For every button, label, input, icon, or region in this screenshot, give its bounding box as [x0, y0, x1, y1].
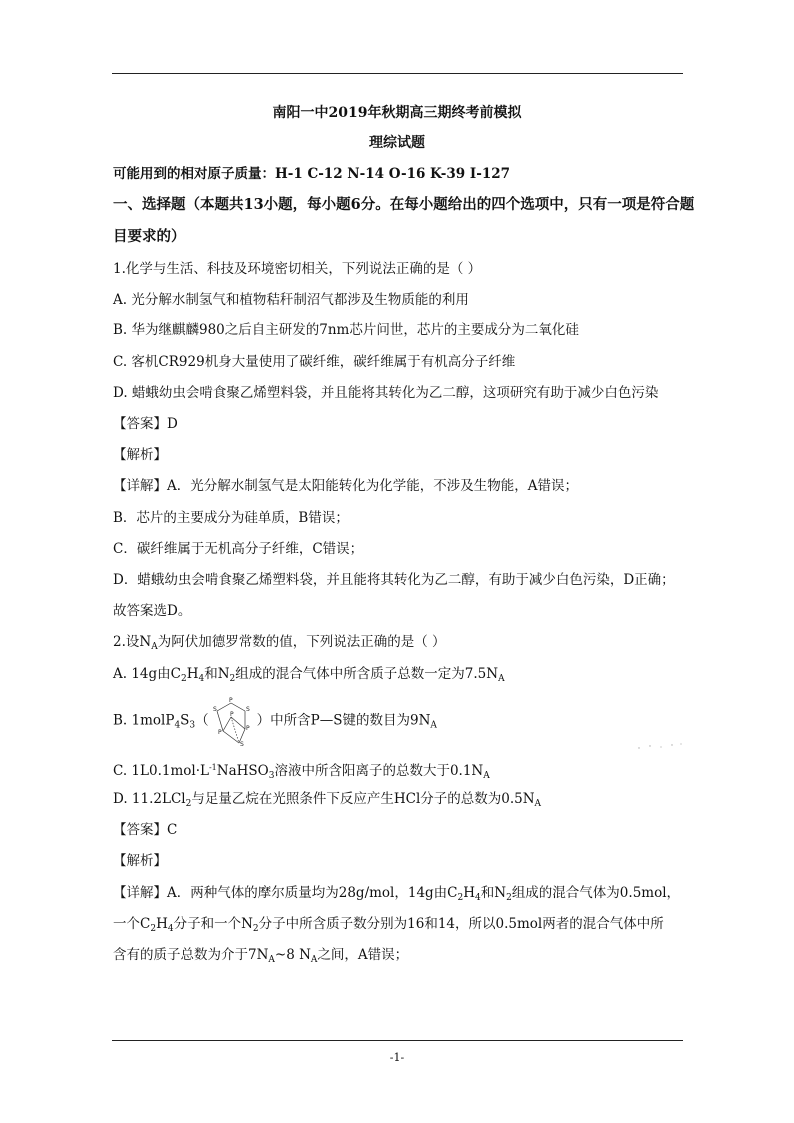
page-number: -1- [389, 1051, 405, 1064]
exam-subtitle: 理综试题 [369, 135, 425, 151]
atom-label: P [228, 697, 233, 704]
q1-detail-b: B．芯片的主要成分为硅单质，B错误； [113, 510, 349, 526]
q1-detail-a: 【详解】A．光分解水制氢气是太阳能转化为化学能，不涉及生物能，A错误； [113, 478, 578, 494]
atom-label: P [229, 711, 234, 718]
q2-stem: 2.设$N_A$为阿伏加德罗常数的值，下列说法正确的是（ ） [113, 634, 446, 652]
exam-title: 南阳一中2019年秋期高三期终考前模拟 [272, 105, 522, 121]
atom-label: P [245, 725, 250, 732]
q2-option-b: B. $1molP_4S_3$（ P S S P P P S ）中所含P—S键的数目为$9N_A$ [113, 697, 437, 747]
q2-explanation-line2: 一个$C_2H_4$分子和一个$N_2$分子中所含质子数分别为16和14，所以0.5mol两者的混合气体中所 [113, 916, 664, 934]
q1-stem: 1.化学与生活、科技及环境密切相关，下列说法正确的是（ ） [113, 261, 482, 277]
q1-option-d: D. 蜡蛾幼虫会啃食聚乙烯塑料袋，并且能将其转化为乙二醇，这项研究有助于减少白色污染 [113, 385, 659, 401]
atomic-masses: 可能用到的相对原子质量：H-1 C-12 N-14 O-16 K-39 I-127 [113, 166, 510, 182]
q1-detail-c: C．碳纤维属于无机高分子纤维，C错误； [113, 541, 364, 557]
atom-label: S [212, 706, 217, 713]
q2-analysis-label: 【解析】 [113, 853, 167, 869]
q2-option-a: A. 14g由$C_2H_4$和$N_2$组成的混合气体中所含质子总数一定为$7.5N_A$ [113, 666, 505, 684]
header-rule [112, 73, 683, 74]
q1-conclusion: 故答案选D。 [113, 603, 192, 619]
q1-option-b: B. 华为继麒麟980之后自主研发的7nm芯片问世，芯片的主要成分为二氧化硅 [113, 322, 579, 338]
atom-label: S [239, 741, 244, 747]
atom-label: P [217, 729, 222, 736]
scan-speckles [636, 740, 684, 752]
q2-explanation-line1: 【详解】A．两种气体的摩尔质量均为28g/mol，14g由$C_2H_4$和$N_2$组成的混合气体为0.5mol， [113, 885, 681, 903]
section-heading-line2: 目要求的） [113, 228, 186, 245]
q2-answer: 【答案】C [113, 822, 178, 838]
q1-analysis-label: 【解析】 [113, 447, 167, 463]
p4s3-molecule-structure [209, 697, 257, 747]
section-heading-line1: 一、选择题（本题共13小题，每小题6分。在每小题给出的四个选项中，只有一项是符合题 [113, 196, 695, 213]
footer-rule [112, 1040, 683, 1041]
q1-option-c: C. 客机CR929机身大量使用了碳纤维，碳纤维属于有机高分子纤维 [113, 354, 516, 370]
q2-option-c: C. $1L0.1mol\cdot L^{-1}NaHSO_3$溶液中所含阳离子的总数大于$0.1N_A$ [113, 763, 490, 781]
q1-option-a: A. 光分解水制氢气和植物秸秆制沼气都涉及生物质能的利用 [113, 292, 469, 308]
q2-explanation-line3: 含有的质子总数为介于$7N_A\sim 8$ $N_A$之间，A错误； [113, 947, 409, 965]
q1-answer: 【答案】D [113, 416, 178, 432]
atom-label: S [245, 706, 250, 713]
q1-detail-d: D．蜡蛾幼虫会啃食聚乙烯塑料袋，并且能将其转化为乙二醇，有助于减少白色污染，D正确； [113, 572, 675, 588]
q2-option-d: D. 11.2LCl$_2$与足量乙烷在光照条件下反应产生HCl分子的总数为$0.5N_A$ [113, 791, 542, 809]
